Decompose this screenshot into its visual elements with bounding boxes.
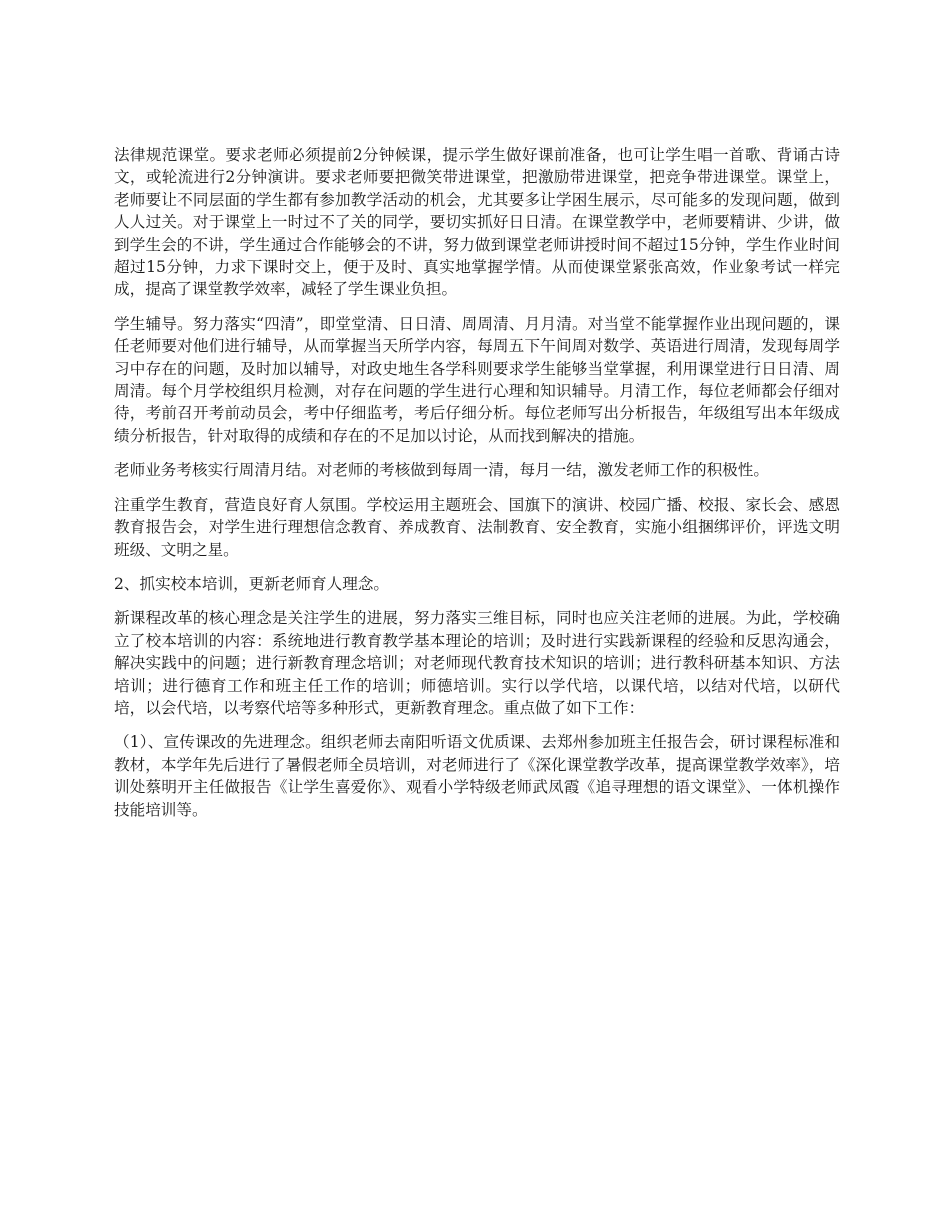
paragraph-curriculum-reform: 新课程改革的核心理念是关注学生的进展，努力落实三维目标，同时也应关注老师的进展。为此，学校确立了校本培训的内容：系统地进行教育教学基本理论的培训；及时进行实践新课程的经验和反思沟通会，解决实践中的问题；进行新教育理念培训；对老师现代教育技术知识的培训；进行教科研基本知识、方法培训；进行德育工作和班主任工作的培训；师德培训。实行以学代培，以课代培，以结对代培，以研代培，以会代培，以考察代培等多种形式，更新教育理念。重点做了如下工作： bbox=[114, 609, 840, 717]
paragraph-teacher-assessment: 老师业务考核实行周清月结。对老师的考核做到每周一清，每月一结，激发老师工作的积极性。 bbox=[114, 461, 769, 480]
section-heading-school-training: 2、抓实校本培训，更新老师育人理念。 bbox=[114, 574, 390, 593]
paragraph-student-education: 注重学生教育，营造良好育人氛围。学校运用主题班会、国旗下的演讲、校园广播、校报、家长会、感恩教育报告会，对学生进行理想信念教育、养成教育、法制教育、安全教育，实施小组捆绑评价，评选文明班级、文明之星。 bbox=[114, 495, 840, 559]
paragraph-promote-reform: （1）、宣传课改的先进理念。组织老师去南阳听语文优质课、去郑州参加班主任报告会，研讨课程标准和教材，本学年先后进行了暑假老师全员培训，对老师进行了《深化课堂教学改革，提高课堂教学效率》，培训处蔡明开主任做报告《让学生喜爱你》、观看小学特级老师武凤霞《追寻理想的语文课堂》、一体机操作技能培训等。 bbox=[114, 733, 840, 819]
document-page bbox=[114, 144, 840, 833]
paragraph-classroom-rules: 法律规范课堂。要求老师必须提前2分钟候课，提示学生做好课前准备，也可让学生唱一首歌、背诵古诗文，或轮流进行2分钟演讲。要求老师要把微笑带进课堂，把激励带进课堂，把竞争带进课堂。课堂上，老师要让不同层面的学生都有参加教学活动的机会，尤其要多让学困生展示，尽可能多的发现问题，做到人人过关。对于课堂上一时过不了关的同学，要切实抓好日日清。在课堂教学中，老师要精讲、少讲，做到学生会的不讲，学生通过合作能够会的不讲，努力做到课堂老师讲授时间不超过15分钟，学生作业时间超过15分钟，力求下课时交上，便于及时、真实地掌握学情。从而使课堂紧张高效，作业象考试一样完成，提高了课堂教学效率，减轻了学生课业负担。 bbox=[114, 146, 840, 299]
paragraph-student-tutoring: 学生辅导。努力落实“四清”，即堂堂清、日日清、周周清、月月清。对当堂不能掌握作业出现问题的，课任老师要对他们进行辅导，从而掌握当天所学内容，每周五下午间周对数学、英语进行周清，发现每周学习中存在的问题，及时加以辅导，对政史地生各学科则要求学生能够当堂掌握，利用课堂进行日日清、周周清。每个月学校组织月检测，对存在问题的学生进行心理和知识辅导。月清工作，每位老师都会仔细对待，考前召开考前动员会，考中仔细监考，考后仔细分析。每位老师写出分析报告，年级组写出本年级成绩分析报告，针对取得的成绩和存在的不足加以讨论，从而找到解决的措施。 bbox=[114, 314, 840, 445]
